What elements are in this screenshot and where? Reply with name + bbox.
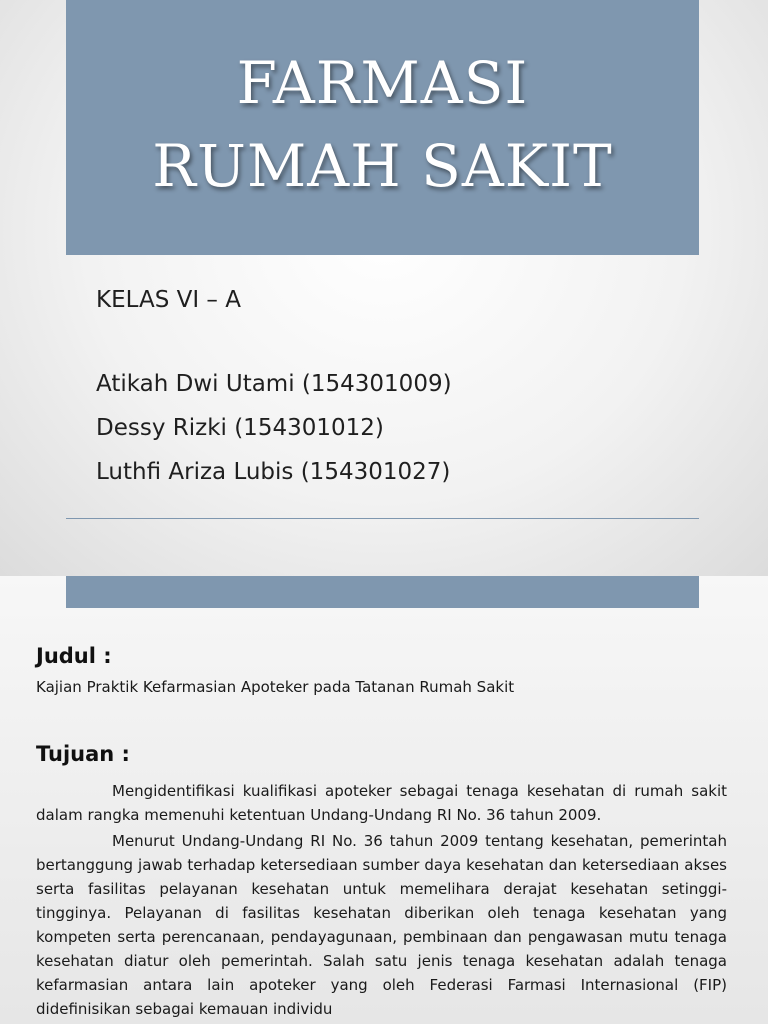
header-bar bbox=[66, 576, 699, 608]
title-line-2: RUMAH SAKIT bbox=[152, 132, 613, 200]
judul-heading: Judul : bbox=[36, 644, 112, 668]
title-line-1: FARMASI bbox=[236, 49, 529, 117]
content-slide bbox=[0, 576, 768, 1024]
member-name: Atikah Dwi Utami (154301009) bbox=[96, 371, 452, 397]
member-name: Luthfi Ariza Lubis (154301027) bbox=[96, 459, 451, 485]
divider-line bbox=[66, 518, 699, 519]
tujuan-heading: Tujuan : bbox=[36, 742, 130, 766]
judul-text: Kajian Praktik Kefarmasian Apoteker pada Tatanan Rumah Sakit bbox=[36, 678, 515, 696]
body-paragraph: Menurut Undang-Undang RI No. 36 tahun 2009 tentang kesehatan, pemerintah bertanggung jawab terhadap ketersediaan sumber daya kesehatan dan ketersediaan akses serta fasilitas pelayanan kesehatan untuk memelihara derajat kesehatan setinggi-tingginya. Pelayanan di fasilitas kesehatan diberikan oleh tenaga kesehatan yang kompeten serta perencanaan, pendayagunaan, pembinaan dan pengawasan mutu tenaga kesehatan diatur oleh pemerintah. Salah satu jenis tenaga kesehatan adalah tenaga kefarmasian antara lain apoteker yang oleh Federasi Farmasi Internasional (FIP) didefinisikan sebagai kemauan individu bbox=[36, 832, 727, 1018]
tujuan-paragraph: Mengidentifikasi kualifikasi apoteker sebagai tenaga kesehatan di rumah sakit dalam rangka memenuhi ketentuan Undang-Undang RI No. 36 tahun 2009. bbox=[36, 782, 727, 824]
class-label: KELAS VI – A bbox=[96, 287, 241, 313]
title-banner bbox=[66, 0, 699, 255]
member-name: Dessy Rizki (154301012) bbox=[96, 415, 384, 441]
